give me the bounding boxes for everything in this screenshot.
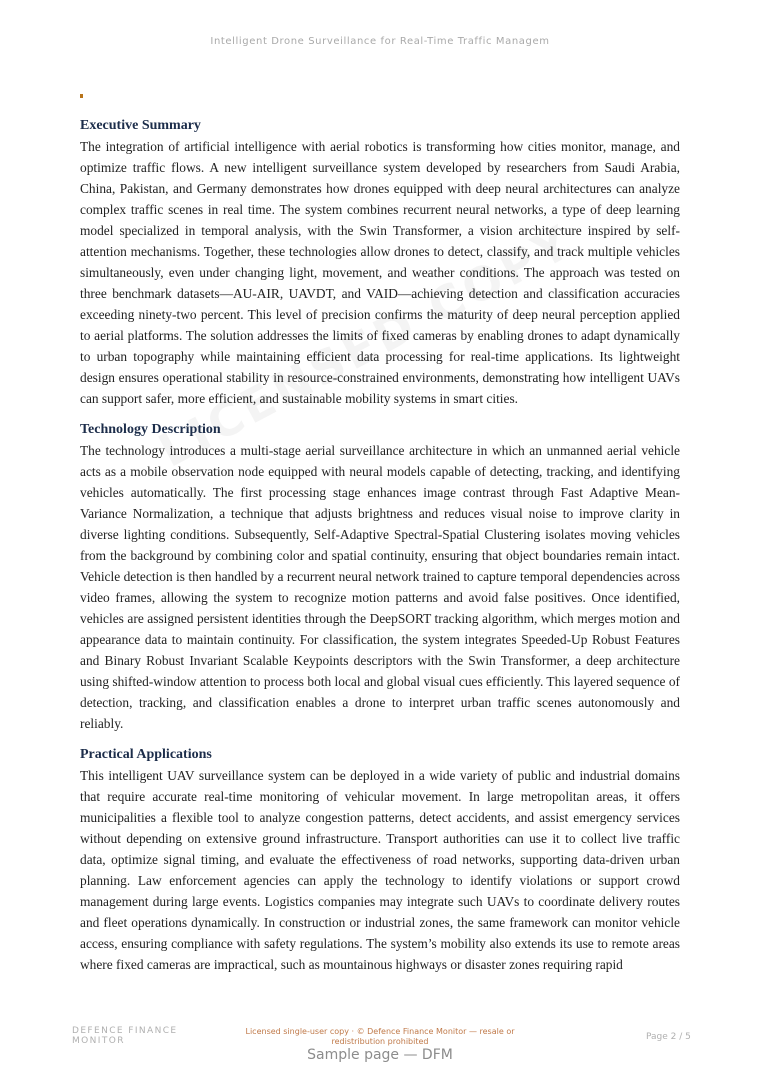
section-paragraph: The technology introduces a multi-stage aerial surveillance architecture in which an unmanned aerial vehicle acts as a mobile observation node equipped with neural models capable of detecting, tracking, and identifying vehicles automatically. The first processing stage enhances image contrast through Fast Adaptive Mean-Variance Normalization, a technique that adjusts brightness and reduces visual noise to improve clarity in diverse lighting conditions. Subsequently, Self-Adaptive Spectral-Spatial Clustering isolates moving vehicles from the background by combining color and spatial continuity, ensuring that object boundaries remain intact. Vehicle detection is then handled by a recurrent neural network trained to capture temporal dependencies across video frames, allowing the system to recognize motion patterns and avoid false positives. Once identified, vehicles are assigned persistent identities through the DeepSORT tracking algorithm, which merges motion and appearance data to maintain continuity. For classification, the system integrates Speeded-Up Robust Features and Binary Robust Invariant Scalable Keypoints descriptors with the Swin Transformer, a deep architecture using shifted-window attention to process both local and global visual cues efficiently. This layered sequence of detection, tracking, and classification enables a drone to interpret urban traffic scenes autonomously and reliably. xyxy=(80,443,680,731)
footer-publisher-line2: MONITOR xyxy=(72,1036,125,1046)
section-heading: Executive Summary xyxy=(80,118,201,133)
running-header-title: Intelligent Drone Surveillance for Real-Time Traffic Managem xyxy=(210,36,550,47)
footer-publisher-line1: DEFENCE FINANCE xyxy=(72,1026,178,1036)
footer-license-notice: Licensed single-user copy · © Defence Finance Monitor — resale or redistribution prohibited xyxy=(245,1027,515,1046)
footer-page-number: Page 2 / 5 xyxy=(646,1032,691,1042)
section-paragraph: The integration of artificial intelligence with aerial robotics is transforming how cities monitor, manage, and optimize traffic flows. A new intelligent surveillance system developed by researchers from Saudi Arabia, China, Pakistan, and Germany demonstrates how drones equipped with deep neural architectures can analyze complex traffic scenes in real time. The system combines recurrent neural networks, a type of deep learning model specialized in temporal analysis, with the Swin Transformer, a vision architecture inspired by self-attention mechanisms. Together, these technologies allow drones to detect, classify, and track multiple vehicles simultaneously, even under changing light, movement, and weather conditions. The approach was tested on three benchmark datasets—AU-AIR, UAVDT, and VAID—achieving detection and classification accuracies exceeding ninety-two percent. This level of precision confirms the maturity of deep neural perception applied to aerial platforms. The solution addresses the limits of fixed cameras by enabling drones to adapt dynamically to urban topography while maintaining efficient data processing for real-time applications. Its lightweight design ensures operational stability in resource-constrained environments, demonstrating how intelligent UAVs can support safer, more efficient, and sustainable mobility systems in smart cities. xyxy=(80,139,680,406)
sample-page-label: Sample page — DFM xyxy=(307,1047,453,1063)
accent-mark xyxy=(80,94,83,98)
section-executive-summary xyxy=(80,116,680,409)
section-paragraph: This intelligent UAV surveillance system can be deployed in a wide variety of public and industrial domains that require accurate real-time monitoring of vehicular movement. In large metropolitan areas, it offers municipalities a flexible tool to analyze congestion patterns, detect accidents, and assist emergency services without depending on extensive ground infrastructure. Transport authorities can use it to collect live traffic data, optimize signal timing, and evaluate the effectiveness of road networks, supporting data-driven urban planning. Law enforcement agencies can apply the technology to identify violations or support crowd management during large events. Logistics companies may integrate such UAVs to coordinate delivery routes and fleet operations dynamically. In construction or industrial zones, the same framework can monitor vehicle access, ensuring compliance with safety regulations. The system’s mobility also extends its use to remote areas where fixed cameras are impractical, such as mountainous highways or disaster zones requiring rapid xyxy=(80,768,680,972)
section-technology-description xyxy=(80,420,680,734)
section-heading: Practical Applications xyxy=(80,747,212,762)
section-practical-applications xyxy=(80,745,680,975)
article-body xyxy=(80,116,680,986)
footer-publisher xyxy=(72,1026,177,1046)
section-heading: Technology Description xyxy=(80,422,221,437)
